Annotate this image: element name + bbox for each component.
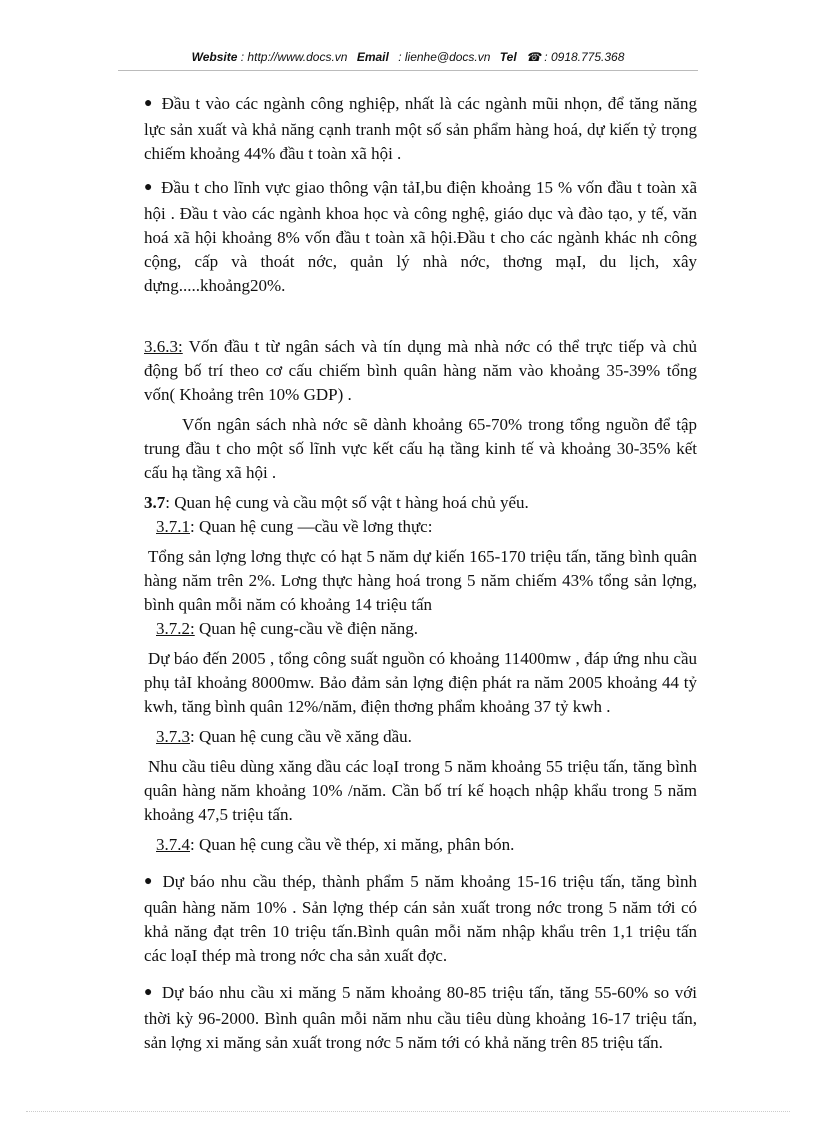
bullet-transport-investment: ● Đầu t cho lĩnh vực giao thông vận tảI,bu điện khoảng 15 % vốn đầu t toàn xã hội . Đầu t vào các ngành khoa học và công nghệ, giáo dục và đào tạo, y tế, văn hoá xã hội khoảng 8% vốn đầu t toàn xã hội.Đầu t cho các ngành khác nh công cộng, cấp và thoát nớc, quản lý nhà nớc, thơng mạI, du lịch, xây dựng.....khoảng20%. bbox=[144, 178, 697, 295]
document-body bbox=[144, 92, 697, 1055]
section-number: 3.7.1 bbox=[156, 517, 190, 536]
section-number: 3.7.4 bbox=[156, 835, 190, 854]
header-divider bbox=[118, 70, 698, 71]
bullet-industry-investment: ● Đầu t vào các ngành công nghiệp, nhất là các ngành mũi nhọn, để tăng năng lực sản xuất và khả năng cạnh tranh một số sản phẩm hàng hoá, dự kiến tỷ trọng chiếm khoảng 44% đầu t toàn xã hội . bbox=[144, 94, 697, 163]
bullet-icon: ● bbox=[144, 985, 154, 1000]
paragraph-electricity: Dự báo đến 2005 , tổng công suất nguồn có khoảng 11400mw , đáp ứng nhu cầu phụ tảI khoảng 8000mw. Bảo đảm sản lợng điện phát ra năm 2005 khoảng 44 tỷ kwh, tăng bình quân 12%/năm, điện thơng phẩm khoảng 37 tỷ kwh . bbox=[144, 649, 697, 716]
section-3-7-1-heading: 3.7.1: Quan hệ cung —cầu về lơng thực: bbox=[156, 517, 433, 536]
section-number: 3.7.2: bbox=[156, 619, 195, 638]
section-number: 3.6.3: bbox=[144, 337, 183, 356]
email-label: Email bbox=[356, 50, 389, 64]
page-header bbox=[0, 50, 816, 64]
section-3-7-3-heading: 3.7.3: Quan hệ cung cầu về xăng dầu. bbox=[156, 727, 412, 746]
section-number: 3.7.3 bbox=[156, 727, 190, 746]
website-value: : http://www.docs.vn bbox=[240, 50, 348, 64]
paragraph-budget: Vốn ngân sách nhà nớc sẽ dành khoảng 65-70% trong tổng nguồn để tập trung đầu t cho một số lĩnh vực kết cấu hạ tầng kinh tế và khoảng 30-35% kết cấu hạ tầng xã hội . bbox=[144, 415, 697, 482]
section-3-6-3: 3.6.3: Vốn đầu t từ ngân sách và tín dụng mà nhà nớc có thể trực tiếp và chủ động bố trí theo cơ cấu chiếm bình quân hàng năm vào khoảng 35-39% tổng vốn( Khoảng trên 10% GDP) . bbox=[144, 337, 697, 404]
section-3-7-heading: 3.7: Quan hệ cung và cầu một số vật t hàng hoá chủ yếu. bbox=[144, 493, 529, 512]
bullet-icon: ● bbox=[144, 180, 154, 195]
tel-value: ☎ : 0918.775.368 bbox=[526, 50, 625, 64]
paragraph-food: Tổng sản lợng lơng thực có hạt 5 năm dự kiến 165-170 triệu tấn, tăng bình quân hàng năm trên 2%. Lơng thực hàng hoá trong 5 năm chiếm 43% tổng sản lợng, bình quân mỗi năm có khoảng 14 triệu tấn bbox=[144, 547, 697, 614]
bullet-icon: ● bbox=[144, 874, 155, 889]
section-number: 3.7 bbox=[144, 493, 166, 512]
tel-label: Tel bbox=[499, 50, 517, 64]
website-label: Website bbox=[191, 50, 238, 64]
section-3-7-4-heading: 3.7.4: Quan hệ cung cầu về thép, xi măng, phân bón. bbox=[156, 835, 515, 854]
bullet-cement: ● Dự báo nhu cầu xi măng 5 năm khoảng 80-85 triệu tấn, tăng 55-60% so với thời kỳ 96-2000. Bình quân mỗi năm nhu cầu tiêu dùng khoảng 16-17 triệu tấn, sản lợng xi măng sản xuất trong nớc 5 năm tới có khả năng trên 85 triệu tấn. bbox=[144, 983, 697, 1052]
bullet-icon: ● bbox=[144, 96, 154, 111]
bullet-steel: ● Dự báo nhu cầu thép, thành phẩm 5 năm khoảng 15-16 triệu tấn, tăng bình quân hàng năm 10% . Sản lợng thép cán sản xuất trong nớc trong 5 năm tới có khả năng đạt trên 10 triệu tấn.Bình quân mỗi năm nhập khẩu trên 1,1 triệu tấn các loạI thép mà trong nớc cha sản xuất đợc. bbox=[144, 872, 697, 965]
section-3-7-2-heading: 3.7.2: Quan hệ cung-cầu về điện năng. bbox=[156, 619, 419, 638]
footer-divider bbox=[26, 1111, 790, 1112]
email-value: : lienhe@docs.vn bbox=[398, 50, 491, 64]
paragraph-fuel: Nhu cầu tiêu dùng xăng dầu các loạI trong 5 năm khoảng 55 triệu tấn, tăng bình quân hàng năm khoảng 10% /năm. Cần bố trí kế hoạch nhập khẩu trong 5 năm khoảng 47,5 triệu tấn. bbox=[144, 757, 697, 824]
